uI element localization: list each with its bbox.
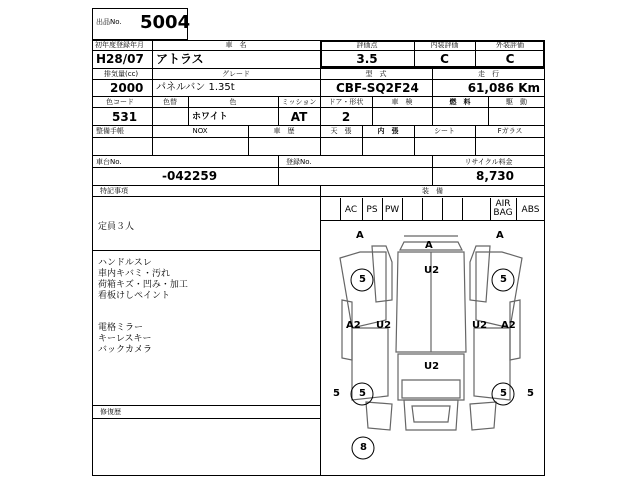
equipment-ps: PS [366, 205, 378, 215]
mileage-value: 61,086 Km [467, 81, 540, 95]
exterior-score-value: C [505, 52, 515, 66]
interior-trim-label: 内 張 [377, 127, 399, 135]
note-line: 看板けしペイント [98, 291, 171, 301]
year-value: H28/07 [96, 52, 144, 66]
mark-rear: U2 [424, 361, 440, 372]
drive-label: 駆 動 [506, 98, 527, 106]
color-change-label: 色替 [163, 98, 177, 106]
history-label: 車 歴 [273, 127, 295, 135]
note-line: 車内キバミ・汚れ [98, 269, 171, 279]
score-label: 評価点 [356, 41, 378, 49]
displacement-label: 排気量(cc) [104, 70, 139, 78]
note-line: ハンドルスレ [98, 258, 152, 268]
equipment-label: 装 備 [422, 187, 443, 195]
lot-number-label: 出品No. [96, 18, 122, 26]
lot-number: 5004 [140, 12, 191, 33]
recycle-value: 8,730 [476, 169, 514, 183]
seat-label: シート [434, 127, 455, 135]
repair-history-label: 修復歴 [100, 408, 121, 416]
mark-right-upper: 5 [500, 274, 507, 285]
mark-front-left: A [356, 230, 364, 241]
manual-label: 整備手帳 [96, 127, 124, 135]
mileage-label: 走 行 [478, 70, 499, 78]
registration-label: 登録No. [286, 158, 312, 166]
mark-bottom: 8 [360, 442, 367, 453]
chassis-value: -042259 [162, 169, 218, 183]
mark-roof: U2 [424, 265, 440, 276]
mark-left-upper: 5 [359, 274, 366, 285]
displacement-value: 2000 [110, 81, 144, 95]
note-line: キーレスキー [98, 334, 152, 344]
interior-score-label: 内装評価 [430, 41, 459, 49]
chassis-label: 車台No. [96, 158, 122, 166]
recycle-label: リサイクル料金 [464, 158, 513, 166]
notes-label: 特記事項 [100, 187, 128, 195]
exterior-score-label: 外装評価 [496, 41, 524, 49]
year-label: 初年度登録年月 [95, 41, 144, 49]
glass-label: Fガラス [497, 127, 523, 135]
model-value: CBF-SQ2F24 [336, 81, 419, 95]
capacity-note: 定員３人 [98, 222, 135, 232]
mark-right-lower: 5 [500, 388, 507, 399]
color-code-label: 色コード [106, 98, 134, 106]
color-code-value: 531 [112, 110, 138, 124]
mission-value: AT [290, 110, 308, 124]
note-line: 荷箱キズ・凹み・加工 [98, 280, 188, 290]
mission-label: ミッション [281, 98, 317, 106]
grade-label: グレード [222, 70, 250, 78]
equipment-abs: ABS [521, 205, 540, 215]
inspection-label: 車 検 [391, 98, 413, 106]
mark-front-center: A [425, 240, 433, 251]
equipment-airbag: AIR BAG [493, 199, 513, 218]
grade-value: パネルバン 1.35t [156, 82, 235, 93]
model-label: 型 式 [365, 70, 387, 78]
interior-score-value: C [440, 52, 449, 66]
doors-value: 2 [341, 110, 351, 124]
nox-label: NOX [192, 127, 208, 135]
roof-label: 天 張 [330, 127, 352, 135]
fuel-label: 燃 料 [449, 98, 471, 106]
mark-front-right: A [496, 230, 504, 241]
mark-right-lower-outer: 5 [527, 388, 534, 399]
mark-left-side: A2 [346, 320, 361, 331]
mark-left-lower: 5 [359, 388, 366, 399]
mark-right-side-u: U2 [472, 320, 488, 331]
score-value: 3.5 [356, 52, 378, 66]
mark-left-side-u: U2 [376, 320, 392, 331]
doors-label: ドア・形状 [328, 98, 364, 106]
note-line: 電格ミラー [98, 323, 144, 333]
name-label: 車 名 [225, 41, 247, 49]
mark-right-side: A2 [501, 320, 516, 331]
equipment-ac: AC [344, 205, 358, 215]
name-value: アトラス [156, 52, 204, 66]
equipment-pw: PW [384, 205, 400, 215]
color-value: ホワイト [192, 112, 228, 122]
color-label: 色 [229, 98, 237, 106]
note-line: バックカメラ [98, 345, 153, 355]
mark-left-lower-outer: 5 [333, 388, 340, 399]
